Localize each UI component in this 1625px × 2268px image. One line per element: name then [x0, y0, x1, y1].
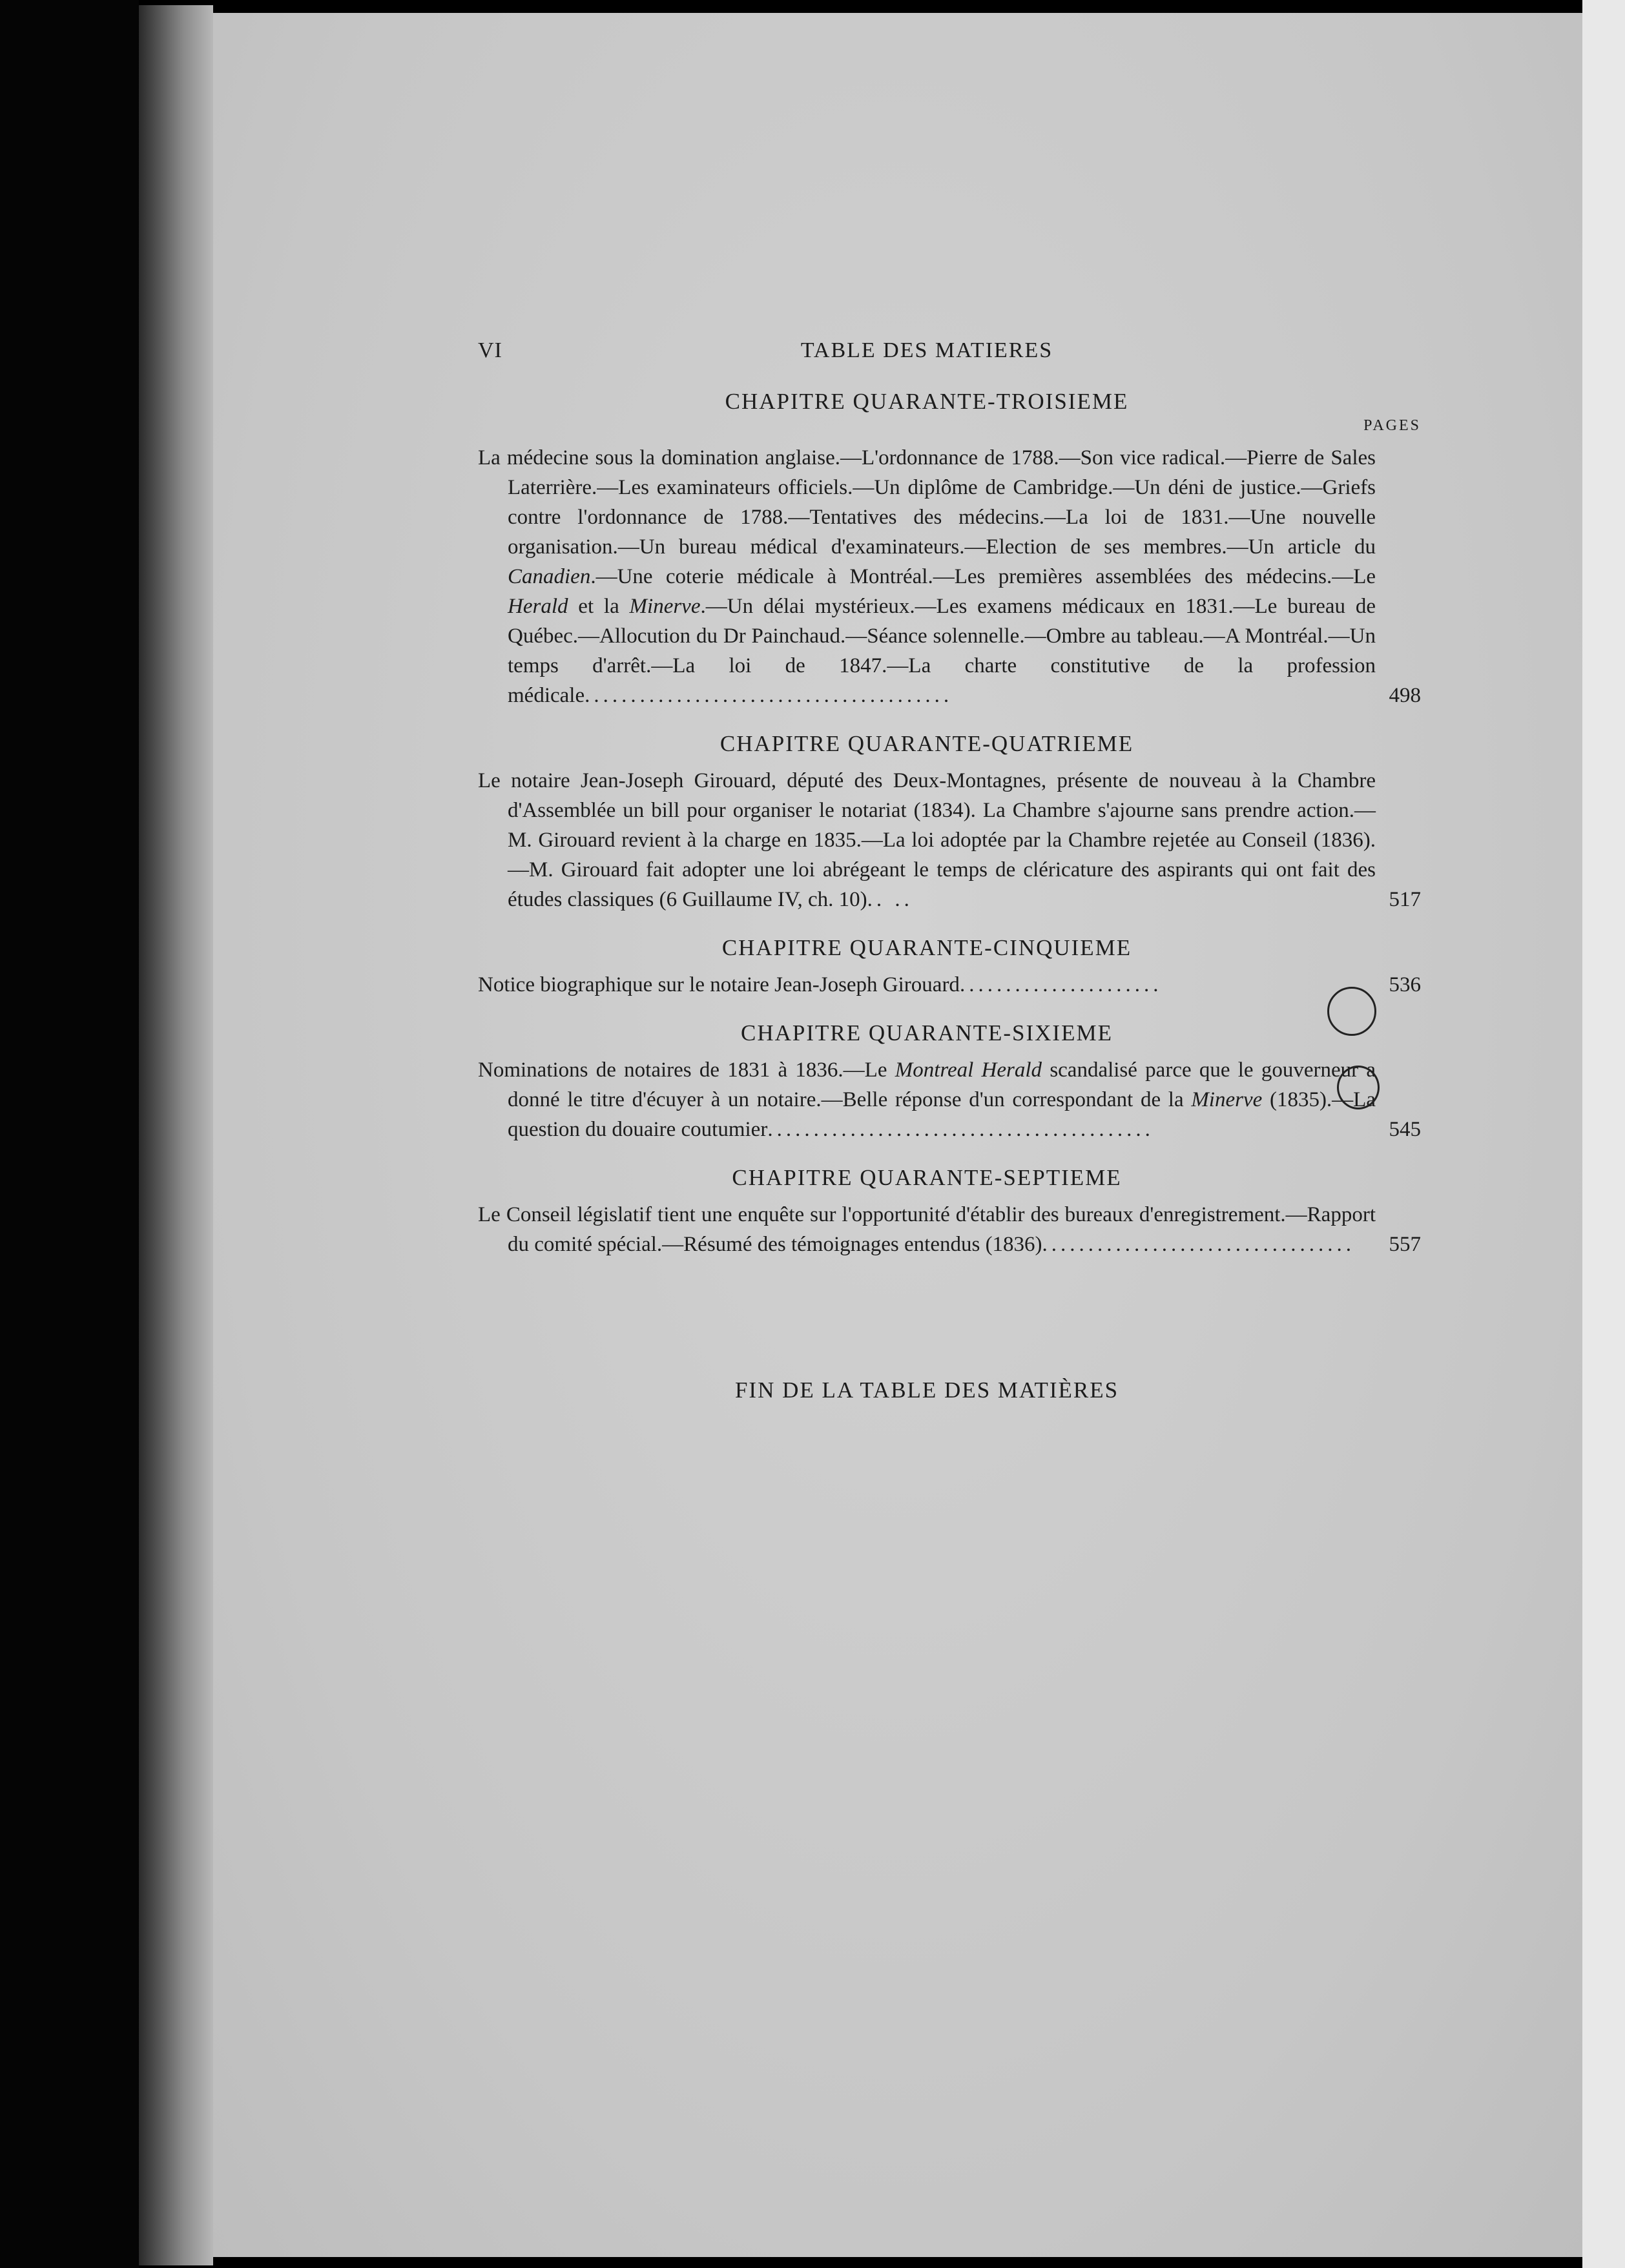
leader-dots: ..................................	[1042, 1233, 1356, 1256]
pages-column-label: PAGES	[1363, 417, 1421, 434]
toc-entry	[478, 1200, 1421, 1259]
chapter-list	[478, 387, 1421, 1259]
entry-text: Notice biographique sur le notaire Jean-Joseph Girouard	[478, 973, 960, 996]
scan-margin-right	[1582, 0, 1625, 2268]
entry-text: Le Conseil législatif tient une enquête sur l'opportunité d'établir des bureaux d'enregistrement.—Rapport du comité spécial.—Résumé des témoignages entendus (1836)	[478, 1203, 1376, 1256]
entry-italic-text: Herald	[508, 595, 568, 618]
toc-entry	[478, 443, 1421, 710]
chapter-title: CHAPITRE QUARANTE-SEPTIEME	[732, 1165, 1122, 1190]
running-head	[478, 336, 1376, 368]
running-head-title: TABLE DES MATIERES	[800, 338, 1053, 362]
entry-text: La médecine sous la domination anglaise.—L'ordonnance de 1788.—Son vice radical.—Pierre de Sales Laterrière.—Les examinateurs officiels.—Un diplôme de Cambridge.—Un déni de justice.—Griefs contre l'ordonnance de 1788.—Tentatives des médecins.—La loi de 1831.—Une nouvelle organisation.—Un bureau médical d'examinateurs.—Election de ses membres.—Un article du	[478, 446, 1376, 559]
entry-italic-text: Montreal Herald	[895, 1058, 1042, 1082]
page-number: 557	[1389, 1233, 1421, 1256]
page-number: 545	[1389, 1118, 1421, 1141]
entry-italic-text: Canadien	[508, 565, 591, 588]
toc-entry	[478, 970, 1421, 1000]
leader-dots: ........................................	[585, 684, 953, 707]
page-number: 498	[1389, 684, 1421, 707]
chapter-title: CHAPITRE QUARANTE-TROISIEME	[725, 389, 1129, 414]
entry-text: (1835).—La question du douaire coutumier	[508, 1088, 1376, 1141]
chapter-title: CHAPITRE QUARANTE-SIXIEME	[741, 1020, 1113, 1046]
chapter-title: CHAPITRE QUARANTE-QUATRIEME	[719, 731, 1134, 756]
pencil-circle-mark	[1327, 987, 1376, 1036]
entry-text: Nominations de notaires de 1831 à 1836.—Le	[478, 1058, 895, 1082]
leader-dots: .. ..	[867, 888, 913, 911]
chapter-title: CHAPITRE QUARANTE-CINQUIEME	[721, 935, 1132, 960]
page-folio: VI	[478, 338, 502, 362]
entry-text: .—Une coterie médicale à Montréal.—Les premières assemblées des médecins.—Le	[590, 565, 1376, 588]
toc-entry	[478, 1055, 1421, 1144]
end-title: FIN DE LA TABLE DES MATIÈRES	[734, 1377, 1119, 1403]
entry-text: Le notaire Jean-Joseph Girouard, député des Deux-Montagnes, présente de nouveau à la Chambre d'Assemblée un bill pour organiser le notariat (1834). La Chambre s'ajourne sans prendre action.—M. Girouard revient à la charge en 1835.—La loi adoptée par la Chambre rejetée au Conseil (1836). —M. Girouard fait adopter une loi abrégeant le temps de cléricature des aspirants qui ont fait des études classiques (6 Guillaume IV, ch. 10)	[478, 769, 1376, 911]
leader-dots: ..........................................	[767, 1118, 1154, 1141]
table-of-contents	[478, 336, 1421, 1405]
entry-text: et la	[568, 595, 630, 618]
book-spine-shadow	[0, 0, 139, 2268]
entry-italic-text: Minerve	[1191, 1088, 1263, 1111]
entry-text: scandalisé parce que le gouverneur a donné le titre d'écuyer à un notaire.—Belle réponse d'un correspondant de la	[508, 1058, 1376, 1111]
pencil-circle-mark	[1337, 1066, 1380, 1109]
page-number: 536	[1389, 973, 1421, 996]
page-number: 517	[1389, 888, 1421, 911]
entry-text: .—Un délai mystérieux.—Les examens médicaux en 1831.—Le bureau de Québec.—Allocution du Dr Painchaud.—Séance solennelle.—Ombre au tableau.—A Montréal.—Un temps d'arrêt.—La loi de 1847.—La charte constitutive de la profession médicale	[508, 595, 1376, 707]
page-edge-stack	[139, 5, 213, 2265]
leader-dots: ......................	[959, 973, 1163, 996]
entry-italic-text: Minerve	[629, 595, 701, 618]
toc-entry	[478, 766, 1421, 914]
